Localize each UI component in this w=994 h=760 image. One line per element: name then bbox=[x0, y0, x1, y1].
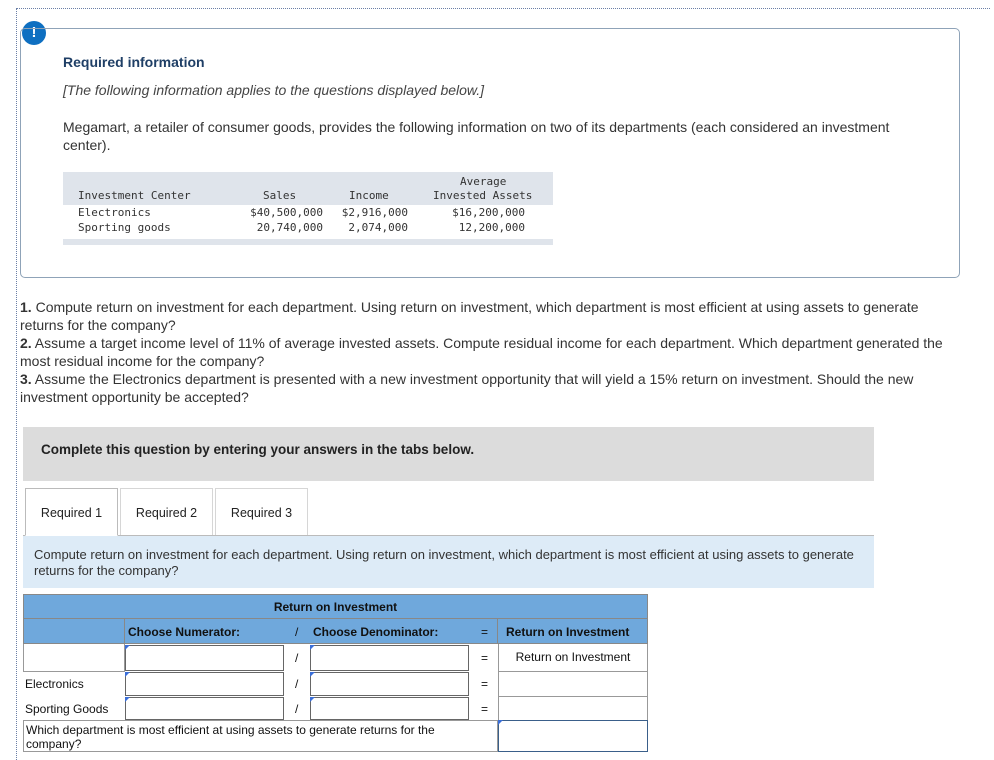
denominator-label: Choose Denominator: bbox=[313, 625, 439, 639]
result-row-label-cell bbox=[498, 644, 648, 672]
row-sales: 20,740,000 bbox=[256, 221, 323, 234]
equals-label: = bbox=[481, 677, 489, 691]
result-label: Return on Investment bbox=[506, 625, 630, 639]
equals-label: = bbox=[481, 625, 489, 639]
numerator-label: Choose Numerator: bbox=[128, 625, 241, 639]
row-assets: $16,200,000 bbox=[452, 206, 525, 219]
question-list bbox=[20, 298, 960, 406]
data-row-sporting-goods bbox=[63, 220, 553, 235]
result-row-label: Return on Investment bbox=[515, 650, 631, 664]
slash-label: / bbox=[295, 677, 299, 691]
roi-table bbox=[23, 594, 648, 752]
row-income: 2,074,000 bbox=[348, 221, 408, 234]
row-center: Electronics bbox=[78, 206, 151, 219]
row-center: Sporting goods bbox=[78, 221, 171, 234]
efficiency-answer-select[interactable] bbox=[498, 720, 648, 752]
slash-label: / bbox=[295, 702, 299, 716]
efficiency-question-cell bbox=[23, 720, 498, 752]
roi-title-row bbox=[23, 594, 648, 619]
header-invested-assets: Invested Assets bbox=[433, 189, 533, 202]
tab-required-1[interactable]: Required 1 bbox=[25, 488, 118, 536]
data-table-header bbox=[63, 172, 553, 205]
data-table-footer-bar bbox=[63, 239, 553, 245]
data-row-electronics bbox=[63, 205, 553, 220]
question-2: 2. Assume a target income level of 11% of average invested assets. Compute residual income for each department. Which department generated the most residual income for the company? bbox=[20, 335, 943, 369]
equals-label: = bbox=[481, 651, 489, 665]
row-assets: 12,200,000 bbox=[458, 221, 525, 234]
row-label-electronics: Electronics bbox=[25, 677, 84, 691]
numerator-select[interactable] bbox=[125, 645, 284, 671]
electronics-roi-result bbox=[498, 671, 648, 697]
sporting-goods-numerator-input[interactable] bbox=[125, 697, 284, 720]
efficiency-question: Which department is most efficient at using assets to generate returns for the company? bbox=[26, 723, 435, 751]
slash-label: / bbox=[295, 625, 299, 639]
tab-prompt-text: Compute return on investment for each department. Using return on investment, which department is most efficient at using assets to generate returns for the company? bbox=[34, 547, 854, 578]
sporting-goods-roi-result bbox=[498, 696, 648, 721]
header-income: Income bbox=[349, 189, 389, 202]
instruction-bar bbox=[23, 427, 874, 481]
electronics-numerator-input[interactable] bbox=[125, 672, 284, 696]
roi-title: Return on Investment bbox=[273, 600, 398, 614]
alert-icon: ! bbox=[22, 21, 46, 45]
row-sales: $40,500,000 bbox=[250, 206, 323, 219]
header-average: Average bbox=[460, 175, 507, 188]
slash-label: / bbox=[295, 651, 299, 665]
tab-panel-prompt bbox=[23, 535, 874, 588]
header-investment-center: Investment Center bbox=[78, 189, 191, 202]
header-sales: Sales bbox=[263, 189, 297, 202]
denominator-select[interactable] bbox=[310, 645, 469, 671]
department-data-table bbox=[63, 172, 553, 245]
required-info-body: Megamart, a retailer of consumer goods, provides the following information on two of its departments (each considered an investment center). bbox=[63, 119, 890, 153]
equals-label: = bbox=[481, 702, 489, 716]
question-1: 1. Compute return on investment for each department. Using return on investment, which department is most efficient at using assets to generate returns for the company? bbox=[20, 299, 919, 333]
frame-left-border bbox=[16, 8, 17, 760]
instruction-text: Complete this question by entering your answers in the tabs below. bbox=[41, 442, 475, 457]
tab-required-3[interactable]: Required 3 bbox=[215, 488, 308, 536]
divider bbox=[124, 619, 125, 644]
required-info-subtitle: [The following information applies to the questions displayed below.] bbox=[63, 82, 485, 98]
tab-required-2[interactable]: Required 2 bbox=[120, 488, 213, 536]
frame-top-border bbox=[16, 8, 990, 9]
divider bbox=[497, 619, 498, 644]
required-info-title: Required information bbox=[63, 54, 205, 70]
electronics-denominator-input[interactable] bbox=[310, 672, 469, 696]
row-label-sporting-goods: Sporting Goods bbox=[25, 702, 109, 716]
row-income: $2,916,000 bbox=[341, 206, 408, 219]
sporting-goods-denominator-input[interactable] bbox=[310, 697, 469, 720]
question-3: 3. Assume the Electronics department is presented with a new investment opportunity that will yield a 15% return on investment. Should the new investment opportunity be accepted? bbox=[20, 371, 914, 405]
formula-row-label-cell bbox=[23, 644, 125, 672]
